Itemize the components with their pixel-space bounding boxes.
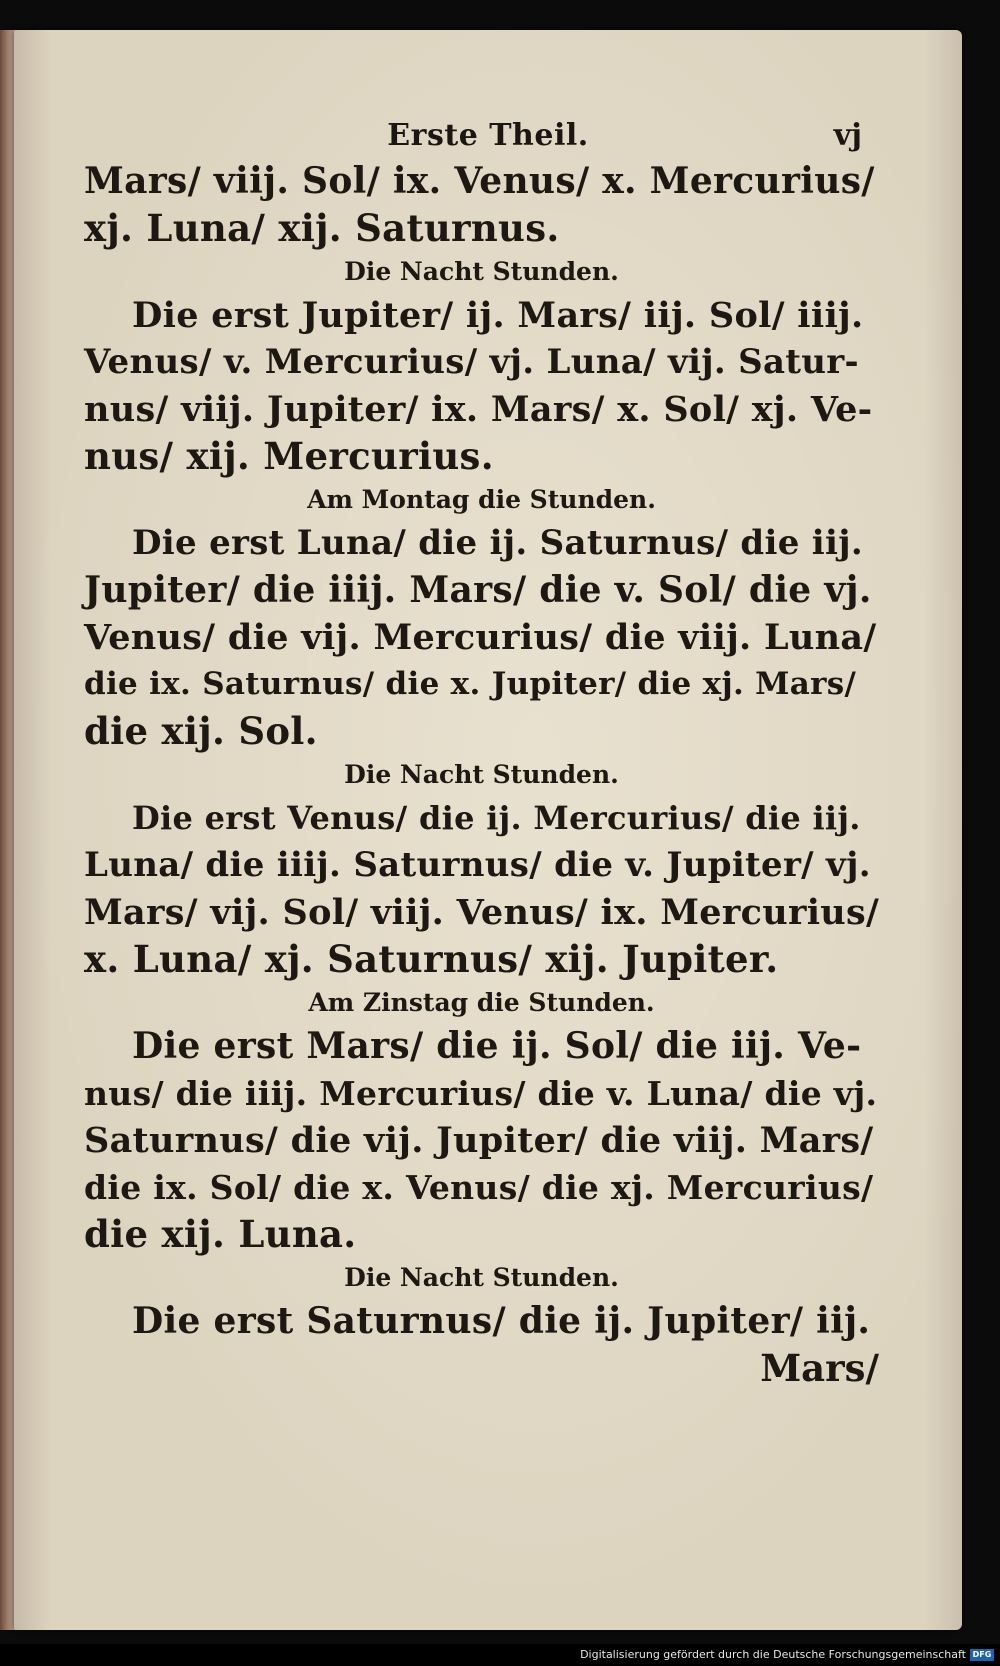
dfg-logo: DFG [970,1649,994,1661]
text-line: die xij. Luna. [84,1212,357,1256]
section-heading: Die Nacht Stunden. [344,257,619,286]
text-line: x. Luna/ xj. Saturnus/ xij. Jupiter. [84,937,779,981]
text-line: nus/ viij. Jupiter/ ix. Mars/ x. Sol/ xj. Ve- [84,389,873,430]
text-line: Die erst Luna/ die ij. Saturnus/ die iij. [132,523,863,563]
section-heading: Am Montag die Stunden. [307,485,656,514]
text-line: xj. Luna/ xij. Saturnus. [84,206,560,250]
catchword: Mars/ [760,1346,879,1390]
text-line: nus/ die iiij. Mercurius/ die v. Luna/ die vj. [84,1074,878,1113]
text-line: die ix. Saturnus/ die x. Jupiter/ die xj. Mars/ [84,666,857,702]
text-line: Die erst Jupiter/ ij. Mars/ iij. Sol/ iiij. [132,295,864,336]
text-line: Die erst Venus/ die ij. Mercurius/ die iij. [132,799,861,837]
text-line: Venus/ die vij. Mercurius/ die viij. Luna/ [84,617,877,658]
text-line: Luna/ die iiij. Saturnus/ die v. Jupiter/ vj. [84,845,871,885]
text-line: Venus/ v. Mercurius/ vj. Luna/ vij. Satur- [84,342,859,382]
text-line: Die erst Mars/ die ij. Sol/ die iij. Ve- [132,1025,862,1067]
folio-number: vj [833,118,862,153]
section-heading: Die Nacht Stunden. [344,760,619,789]
text-line: Mars/ vij. Sol/ viij. Venus/ ix. Mercurius/ [84,892,880,933]
running-title: Erste Theil. [387,118,589,153]
section-heading: Am Zinstag die Stunden. [308,988,655,1017]
footer-bar [0,1644,1000,1666]
text-line: Saturnus/ die vij. Jupiter/ die viij. Mars/ [84,1120,874,1161]
running-head [14,118,962,158]
text-line: nus/ xij. Mercurius. [84,434,494,478]
text-line: Die erst Saturnus/ die ij. Jupiter/ iij. [132,1300,871,1342]
section-heading: Die Nacht Stunden. [344,1263,619,1292]
text-line: die xij. Sol. [84,709,318,753]
text-line: Jupiter/ die iiij. Mars/ die v. Sol/ die vj. [84,569,872,611]
text-line: Mars/ viij. Sol/ ix. Venus/ x. Mercurius/ [84,160,875,202]
text-block [84,158,879,1392]
text-line: die ix. Sol/ die x. Venus/ die xj. Mercurius/ [84,1168,874,1207]
book-page [14,30,962,1630]
funding-credit: Digitalisierung gefördert durch die Deutsche Forschungsgemeinschaft [580,1648,966,1661]
